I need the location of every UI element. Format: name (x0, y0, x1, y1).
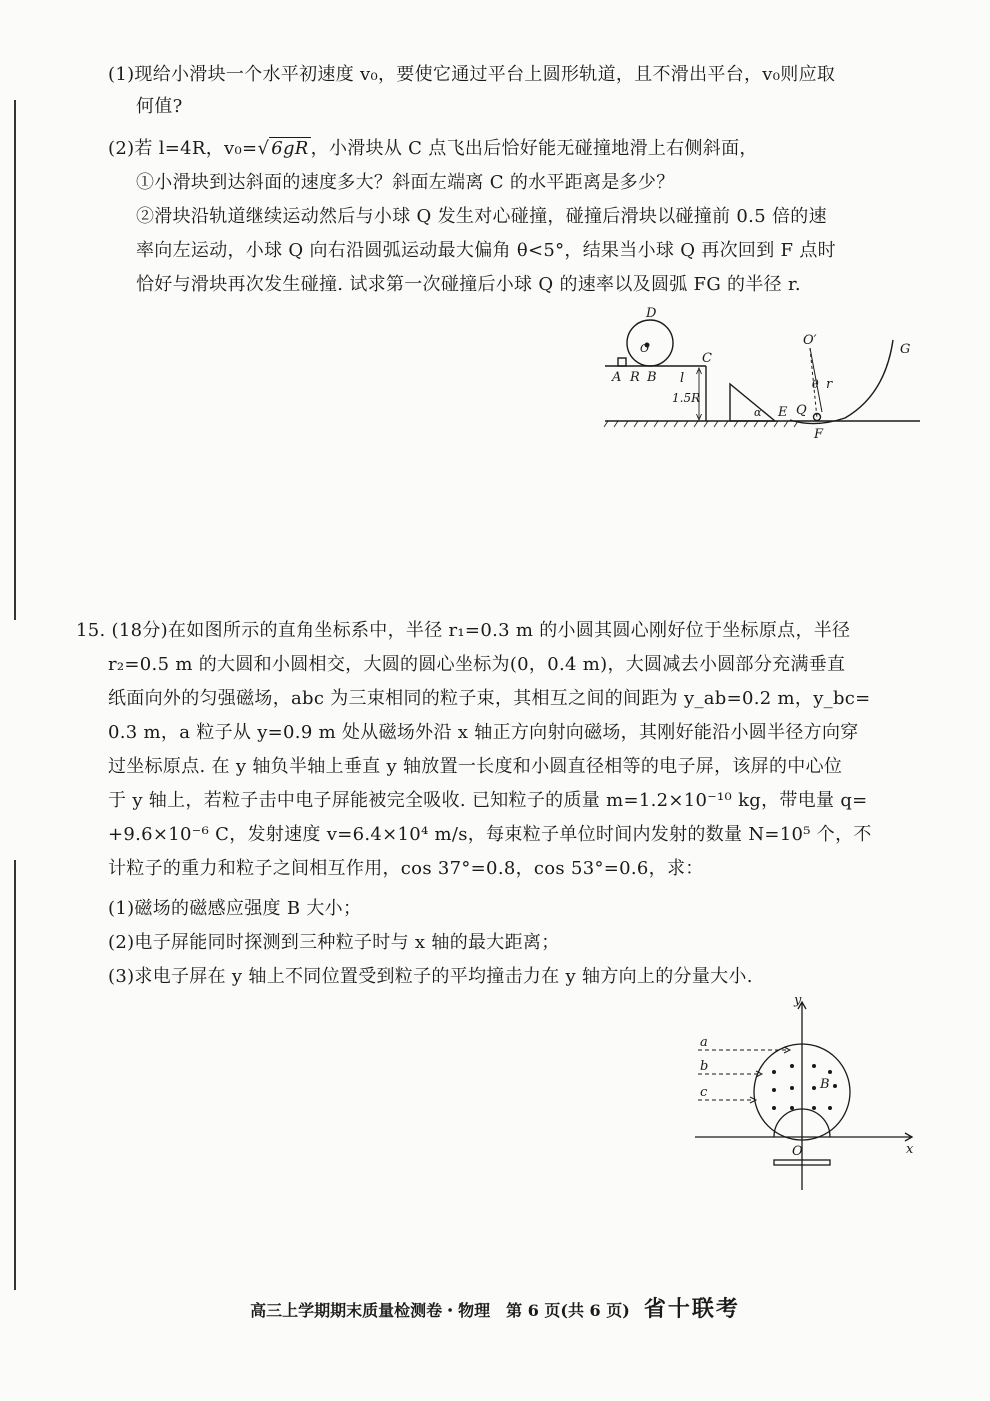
footer-text: 高三上学期期末质量检测卷・物理 第 6 页(共 6 页) (250, 1301, 630, 1320)
fig2-label-c: c (700, 1085, 708, 1100)
label-O-prime: O′ (803, 333, 817, 348)
label-O: O (640, 342, 650, 355)
left-margin-line (14, 100, 16, 620)
q14-sub2-line2: 率向左运动，小球 Q 向右沿圆弧运动最大偏角 θ<5°，结果当小球 Q 再次回到 F 点时 (136, 240, 836, 261)
q15-line5: 过坐标原点. 在 y 轴负半轴上垂直 y 轴放置一长度和小圆直径相等的电子屏，该屏的中心位 (108, 756, 843, 777)
q15-line6: 于 y 轴上，若粒子击中电子屏能被完全吸收. 已知粒子的质量 m=1.2×10⁻¹⁰ kg，带电量 q= (108, 790, 868, 811)
q15-line1: 15. (18分)在如图所示的直角坐标系中，半径 r₁=0.3 m 的小圆其圆心刚好位于坐标原点，半径 (76, 620, 851, 641)
left-margin-line-lower (14, 860, 16, 1290)
q14-part1-line1: (1)现给小滑块一个水平初速度 v₀，要使它通过平台上圆形轨道，且不滑出平台，v₀则应取 (108, 64, 836, 85)
label-C: C (702, 351, 712, 366)
label-B: B (647, 370, 657, 385)
label-R: R (630, 370, 640, 385)
q15-sub3: (3)求电子屏在 y 轴上不同位置受到粒子的平均撞击力在 y 轴方向上的分量大小. (108, 966, 753, 987)
q14-sub1: ①小滑块到达斜面的速度多大？斜面左端离 C 的水平距离是多少？ (136, 172, 675, 193)
ground-hatching (604, 421, 798, 427)
label-D: D (646, 306, 657, 321)
q14-part2-line1 (108, 136, 758, 162)
q14-part1-line2: 何值? (136, 96, 183, 117)
label-E: E (778, 405, 788, 420)
fig2-label-x: x (906, 1142, 914, 1157)
q14-sub2-line1: ②滑块沿轨道继续运动然后与小球 Q 发生对心碰撞，碰撞后滑块以碰撞前 0.5 倍的速 (136, 206, 827, 227)
q14-part2-text-b: ，小滑块从 C 点飞出后恰好能无碰撞地滑上右侧斜面， (310, 138, 758, 159)
label-r: r (826, 377, 833, 392)
fig2-label-O: O (792, 1144, 803, 1159)
fig2-label-B: B (820, 1077, 830, 1092)
label-A: A (612, 370, 622, 385)
fig2-label-a: a (700, 1035, 708, 1050)
circular-track (627, 320, 673, 366)
q15-line4: 0.3 m，a 粒子从 y=0.9 m 处从磁场外沿 x 轴正方向射向磁场，其刚好能沿小圆半径方向穿 (108, 722, 859, 743)
label-F: F (814, 427, 824, 442)
footer-brand: 省十联考 (643, 1296, 740, 1322)
q14-sqrt-content: 6gR (271, 138, 309, 159)
incline (730, 384, 775, 421)
label-G: G (900, 342, 911, 357)
q15-sub1: (1)磁场的磁感应强度 B 大小； (108, 898, 362, 919)
q15-line3: 纸面向外的匀强磁场，abc 为三束相同的粒子束，其相互之间的间距为 y_ab=0.2 m，y_bc= (108, 688, 871, 709)
fig2-label-y: y (794, 993, 802, 1008)
label-Q: Q (796, 403, 807, 418)
fig2-label-b: b (700, 1059, 709, 1074)
label-alpha: α (754, 406, 762, 419)
q15-line2: r₂=0.5 m 的大圆和小圆相交，大圆的圆心坐标为(0，0.4 m)，大圆减去小圆部分充满垂直 (108, 654, 846, 675)
figure-track-diagram (600, 300, 930, 460)
label-l: l (680, 371, 685, 386)
q15-sub2: (2)电子屏能同时探测到三种粒子时与 x 轴的最大距离； (108, 932, 560, 953)
q15-line8: 计粒子的重力和粒子之间相互作用，cos 37°=0.8，cos 53°=0.6，求： (108, 858, 704, 879)
sqrt-symbol: √ 6gR (257, 138, 309, 159)
label-height: 1.5R (672, 391, 701, 405)
slider-block (618, 358, 626, 366)
q14-sub2-line3: 恰好与滑块再次发生碰撞. 试求第一次碰撞后小球 Q 的速率以及圆弧 FG 的半径 r. (136, 274, 801, 295)
page-footer (0, 1292, 990, 1323)
q14-part2-text-a: (2)若 l=4R，v₀= (108, 138, 258, 159)
figure-magnetic-field (690, 990, 930, 1200)
label-theta: θ (812, 378, 819, 391)
q15-line7: +9.6×10⁻⁶ C，发射速度 v=6.4×10⁴ m/s，每束粒子单位时间内发射的数量 N=10⁵ 个，不 (108, 824, 872, 845)
